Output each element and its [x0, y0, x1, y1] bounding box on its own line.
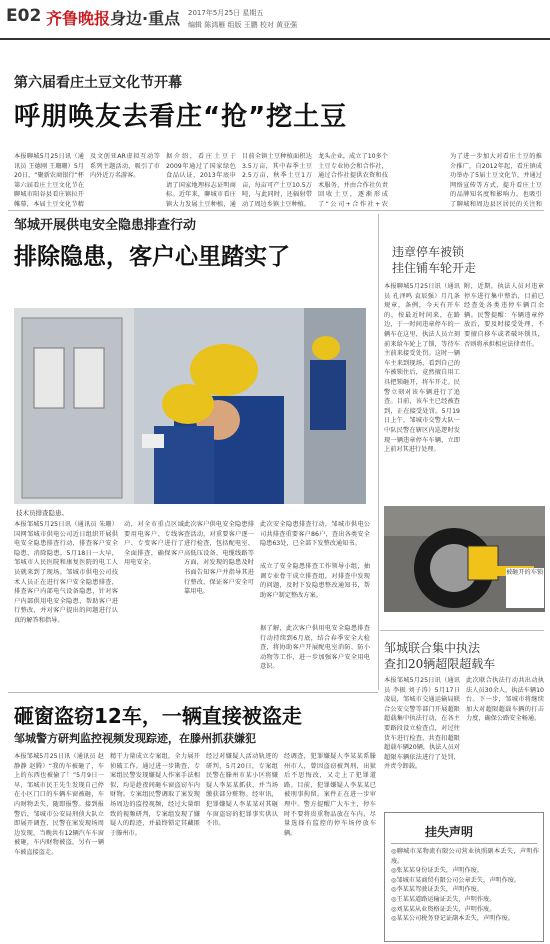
article1-col2: 及文创亚AR虚拟互动等系列主题活动，吸引了市内外近万名游客。	[90, 153, 160, 180]
article2-col5: 成立了安全隐患排查工作领导小组，抽调专业骨干成立排查组，对排查中发现的问题，及时下发隐患整改通知书，帮助客户制定整改方案。	[260, 563, 370, 599]
article1-headline: 呼朋唤友去看庄“抢”挖土豆	[14, 102, 348, 132]
right1-title-line2: 挂住铺车轮开走	[392, 261, 477, 275]
article3-col3: 经过对嫌疑人活动轨迹的研判，5月20日，专案组民警在滕州市某小区将嫌疑人李某某抓获，并当场缴获部分赃物。经审讯，犯罪嫌疑人李某某对其砸车窗盗窃的犯罪事实供认不讳。	[206, 753, 278, 828]
right1-body: 本报聊城5月25日讯（通讯员 孔泽鸣 袁辰强）月几条规章，条例，今天有开车的，按最近时间来，在路边，于一时间违章停车的一辆车在这里，执法人员立刻前来给车轮上了锁，等待车主前来接受处罚。这时一辆车主来到现场，看到自己的车被锁住后，竟然擅自用工具把锁砸开，将车开走。民警立刻对该车辆进行了追查。目前，该车主已经被查到，正在接受处罚。5月19日上午，邹城市交警大队一中队民警在辖区内巡逻时发现一辆违章停车车辆，立即上前对其进行处理。	[384, 283, 460, 454]
article3-col1: 本报邹城5月25日讯（通讯员 赵静静 赵腾）“我的车被砸了，车上的东西也被偷了！”5月9日一早，邹城市民王先生发现自己停在小区门口的车辆车窗被砸，车内财物丢失，随即报警。接到报警后，邹城市公安局刑侦大队立即展开调查，民警在案发现场周边发现，当晚共有12辆汽车车窗被砸，车内财物被盗，另有一辆车被直接盗走。	[14, 753, 104, 856]
right1-title	[392, 244, 476, 276]
right1-title-line1: 违章停车被锁	[392, 245, 465, 259]
divider	[380, 630, 544, 631]
notice-item: ◎聊城市某物流有限公司营业执照副本丢失，声明作废。	[391, 848, 539, 865]
right2-body: 本报邹城5月25日讯（通讯员 李振 刘子涛）5月17日凌晨，邹城市交通运输局联合公安交警等部门开展超限超载集中执法行动，在各主要路段设立检查点，对过往货车进行检查，共查扣超限超载车辆20辆，执法人员对超限车辆依法进行了处罚，并责令卸载。	[384, 677, 460, 771]
editor-credits: 编辑 陈鸿雁 组版 王鹏 校对 黄亚强	[188, 21, 298, 29]
article2-col3: 此次客户供电安全隐患排查活动，对重要客户逐一进行检查，包括配电室、高低压设备、电缆线路等方面，对发现的隐患及时书面告知客户并指导其进行整改，保证客户安全可靠用电。	[184, 521, 254, 596]
notice-item: ◎王某某道路运输证丢失，声明作废。	[391, 895, 496, 903]
notice-item: ◎刘某某从业资格证丢失，声明作废。	[391, 905, 496, 913]
article2-photo	[14, 308, 366, 504]
article2-headline: 排除隐患，客户心里踏实了	[14, 244, 290, 270]
article1-col6: 为了进一步加大对看庄土豆的推介推广，自2012年起，看庄镇成功举办了5届土豆文化节，并通过网络宣传等方式，提升看庄土豆的品牌知名度和影响力，也吸引了聊城和周边县区居民的关注和	[450, 153, 542, 208]
article2-kicker: 邹城开展供电安全隐患排查行动	[14, 218, 197, 233]
right1-body2: 附，近期，执法人员对违章停车进行集中整治，目前已经查处各类违停车辆百余辆。民警提醒：车辆违章停放后，要及时接受处理，不要擅自移车或者破坏锁具，否则将承担相应法律责任。	[464, 283, 544, 348]
divider	[8, 692, 378, 693]
notice-item: ◎张某某身份证丢失，声明作废。	[391, 867, 484, 875]
right1-photo-caption: 被砸开的车锁	[506, 568, 544, 608]
article2-col4: 此次安全隐患排查行动，邹城市供电公司共排查重要客户86户，查出各类安全隐患63处，已全部下发整改通知书。	[260, 521, 370, 548]
notice-item: ◎邹城市某商贸有限公司公章丢失，声明作废。	[391, 876, 521, 884]
right2-body2: 此次联合执法行动共出动执法人员30余人，执法车辆10台。下一步，邹城市将继续加大对超限超载车辆的打击力度，确保公路安全畅通。	[466, 677, 544, 723]
notice-divider	[391, 843, 537, 844]
lost-notice-title: 挂失声明	[425, 825, 474, 839]
article2-col6: 据了解，此次客户供用电安全隐患排查行动持续到6月底，结合春季安全大检查，将协助客户开展配电室消防、防小动物等工作，进一步加强客户安全用电意识。	[260, 625, 370, 671]
page-header	[0, 0, 550, 40]
page-number: E02	[6, 6, 42, 26]
article3-headline: 砸窗盗窃12车，一辆直接被盗走	[14, 704, 302, 728]
section-name: 身边·重点	[110, 9, 181, 28]
notice-item: ◎某某公司税务登记证副本丢失，声明作废。	[391, 915, 514, 923]
article3-kicker: 邹城警方研判监控视频发现踪迹，在滕州抓获嫌犯	[14, 732, 256, 745]
column-divider	[378, 214, 379, 690]
lost-notice-list	[391, 847, 539, 939]
article1-col5: 龙头企业，成立了10多个土豆专业协会和合作社，通过合作社提供农资和技术服务，并由合作社负责回收土豆，逐渐形成了“公司+合作社+农	[318, 153, 388, 208]
right2-title-line2: 查扣20辆超限超载车	[384, 657, 496, 671]
newspaper-name: 齐鲁晚报	[46, 9, 111, 28]
article1-col3: 据介绍，看庄土豆于2009年通过了国家绿色食品认证，2013年底申请了国家地理标志证明商标。近年来，聊城市看庄镇大力发展土豆种植，通	[166, 153, 236, 208]
article1-col4: 目前全镇土豆种植面积达3.5万亩，其中春季土豆2.5万亩，秋季土豆1万亩，每亩可产土豆10.5万吨，与此同时，还辐射带动了周边乡镇土豆种植。	[242, 153, 312, 208]
article2-photo-caption: 技术员排查隐患。	[16, 509, 68, 517]
article1-kicker: 第六届看庄土豆文化节开幕	[14, 75, 182, 91]
divider	[8, 210, 544, 211]
right2-title	[384, 640, 495, 672]
notice-item: ◎李某某驾驶证丢失，声明作废。	[391, 886, 484, 894]
article2-col1: 本报邹城5月25日讯（通讯员 朱珊）国网邹城市供电公司近日组织开展供电安全隐患排查行动，排查客户安全隐患，消除隐患。5月18日一大早，邹城市人民医院和康复医院的电工人员就来到了现场。邹城市供电公司技术人员正在进行客户安全隐患排查，排查客户内部电气设备隐患，针对客户内部供用电安全隐患，帮助客户进行整改，并对客户提出的问题进行认真的解答和指导。	[14, 521, 118, 624]
article2-col2: 动，对全市重点区域要用电客户、专线客户、专变客户进行了全面排查，确保客户用电安全。	[124, 521, 184, 567]
lost-notice-box	[384, 812, 544, 942]
article1-col1: 本报聊城5月25日讯（通讯员 王德刚 王珊珊）5月20日，“聚新农商银行”杯第六届看庄土豆文化节在聊城市阳谷县看庄镇拉开帷幕，本届土豆文化节精	[14, 153, 84, 208]
article3-col2: 精干力量成立专案组，全力展开侦破工作。通过进一步勘查，专案组民警发现嫌疑人作案手法相似，均是趁夜间砸车窗盗窃车内财物。专案组民警调取了案发现场周边的监控视频，经过大量细致的视频研判，专案组发现了嫌疑人的踪迹，并最终锁定其藏匿于滕州市。	[110, 753, 200, 837]
right2-title-line1: 邹城联合集中执法	[384, 641, 481, 655]
article3-col4: 经调查，犯罪嫌疑人李某某系滕州市人，曾因盗窃被判刑，出狱后不思悔改，又走上了犯罪道路。目前，犯罪嫌疑人李某某已被刑事拘留，案件正在进一步审理中。警方提醒广大车主，停车时不要将贵重物品放在车内，尽量选择有监控的停车场停放车辆。	[284, 753, 376, 837]
issue-date: 2017年5月25日 星期五	[188, 9, 264, 17]
